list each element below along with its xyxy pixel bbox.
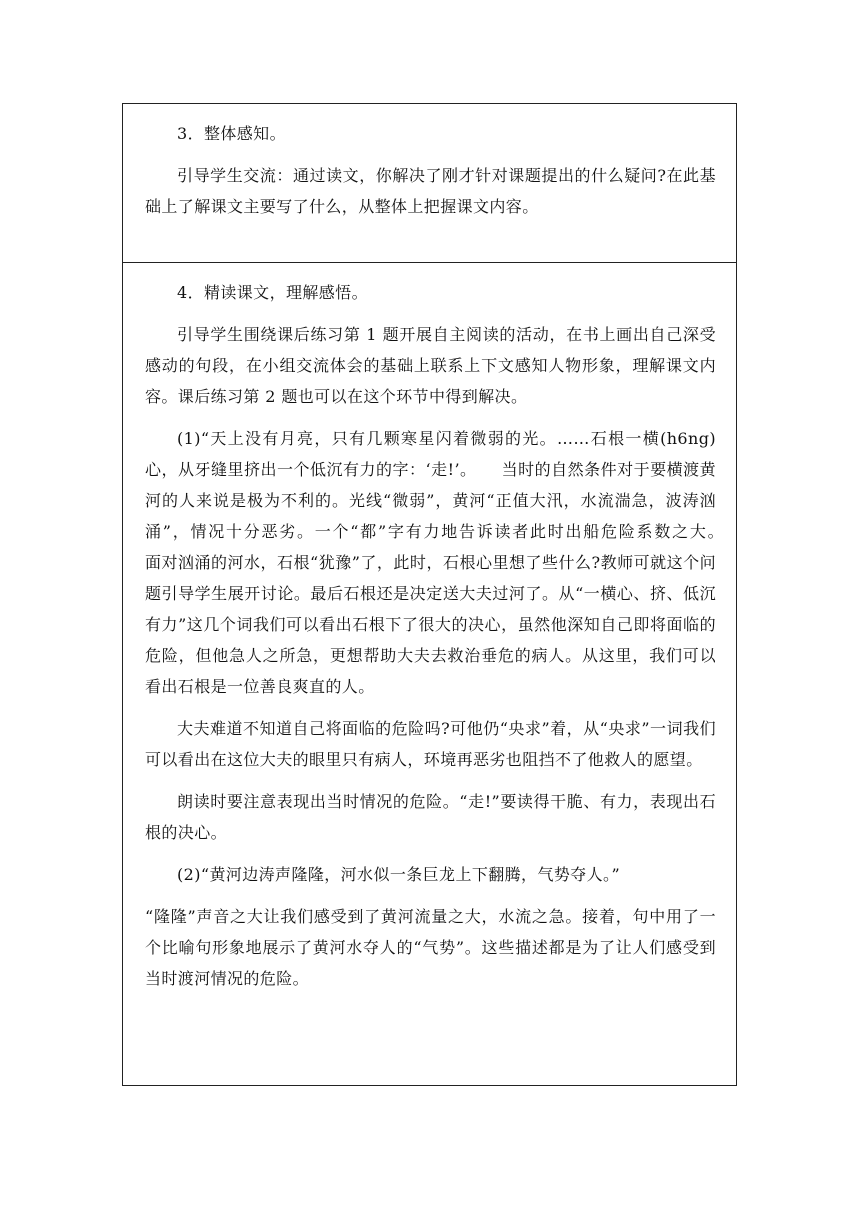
- table-cell-close-reading: [123, 263, 749, 1085]
- body-paragraph: (1)“天上没有月亮，只有几颗寒星闪着微弱的光。……石根一横(h6ng)心，从牙缝里挤出一个低沉有力的字：‘走!’。 当时的自然条件对于要横渡黄河的人来说是极为不利的。光线“微弱”，黄河“正值大汛，水流湍急，波涛汹涌”，情况十分恶劣。一个“都”字有力地告诉读者此时出船危险系数之大。 面对汹涌的河水，石根“犹豫”了，此时，石根心里想了些什么?教师可就这个问题引导学生展开讨论。最后石根还是决定送大夫过河了。从“一横心、挤、低沉有力”这几个词我们可以看出石根下了很大的决心，虽然他深知自己即将面临的危险，但他急人之所急，更想帮助大夫去救治垂危的病人。从这里，我们可以看出石根是一位善良爽直的人。: [145, 429, 749, 696]
- body-paragraph: “隆隆”声音之大让我们感受到了黄河流量之大，水流之急。接着，句中用了一个比喻句形象地展示了黄河水夺人的“气势”。这些描述都是为了让人们感受到当时渡河情况的危险。: [145, 907, 716, 988]
- lesson-table: [122, 103, 749, 1086]
- body-paragraph: 引导学生交流：通过读文，你解决了刚才针对课题提出的什么疑问?在此基础上了解课文主要写了什么，从整体上把握课文内容。: [145, 166, 716, 216]
- table-cell-overall-perception: [123, 104, 736, 263]
- body-paragraph: 引导学生围绕课后练习第 1 题开展自主阅读的活动，在书上画出自己深受感动的句段，在小组交流体会的基础上联系上下文感知人物形象，理解课文内容。课后练习第 2 题也可以在这个环节中得到解决。: [145, 325, 716, 406]
- step-heading: 3．整体感知。: [177, 124, 286, 143]
- body-paragraph: 大夫难道不知道自己将面临的危险吗?可他仍“央求”着，从“央求”一词我们可以看出在这位大夫的眼里只有病人，环境再恶劣也阻挡不了他救人的愿望。: [145, 719, 716, 769]
- body-paragraph: 朗读时要注意表现出当时情况的危险。“走!”要读得干脆、有力，表现出石根的决心。: [145, 792, 716, 842]
- step-heading: 4．精读课文，理解感悟。: [177, 283, 368, 302]
- body-paragraph: (2)“黄河边涛声隆隆，河水似一条巨龙上下翻腾，气势夺人。”: [177, 865, 621, 884]
